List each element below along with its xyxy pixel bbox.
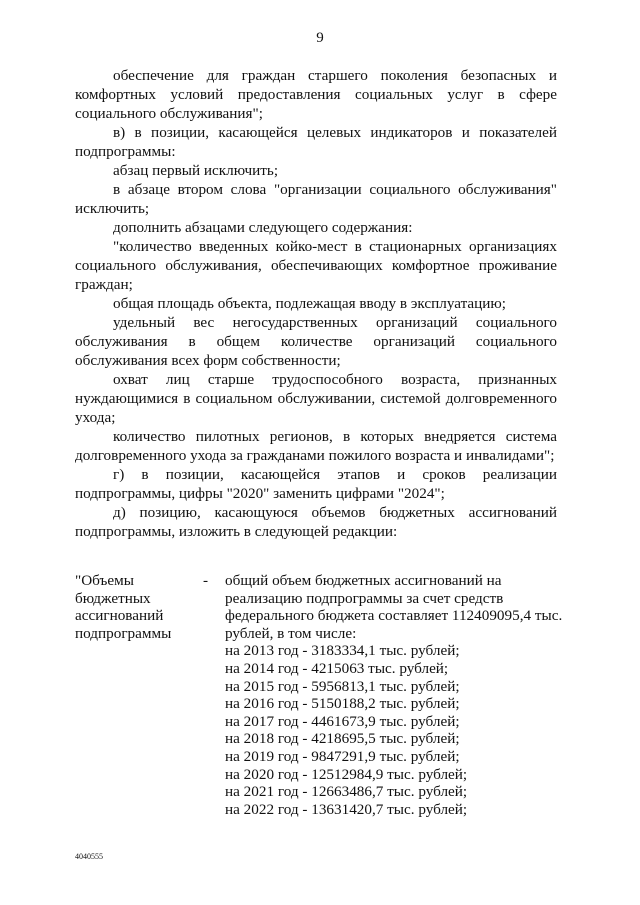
value-line: на 2020 год - 12512984,9 тыс. рублей; — [225, 765, 468, 783]
value-line: на 2018 год - 4218695,5 тыс. рублей; — [225, 730, 460, 748]
value-line: реализацию подпрограммы за счет средств — [225, 589, 504, 607]
value-line: на 2013 год - 3183334,1 тыс. рублей; — [225, 642, 460, 660]
value-line: рублей, в том числе: — [225, 624, 357, 642]
value-line: на 2021 год - 12663486,7 тыс. рублей; — [225, 783, 468, 801]
paragraph: в) в позиции, касающейся целевых индикаторов и показателей подпрограммы: — [75, 124, 557, 160]
paragraph: в абзаце втором слова "организации социального обслуживания" исключить; — [75, 181, 557, 217]
paragraph: количество пилотных регионов, в которых внедряется система долговременного ухода за гражданами пожилого возраста и инвалидами"; — [75, 428, 557, 464]
document-code: 4040555 — [75, 852, 103, 861]
page-number: 9 — [316, 30, 324, 46]
value-line: общий объем бюджетных ассигнований на — [225, 572, 502, 589]
paragraph: г) в позиции, касающейся этапов и сроков реализации подпрограммы, цифры "2020" заменить цифрами "2024"; — [75, 466, 557, 502]
label-line: "Объемы — [75, 572, 134, 589]
paragraph: охват лиц старше трудоспособного возраста, признанных нуждающимися в социальном обслуживании, системой долговременного ухода; — [75, 371, 557, 426]
paragraph: д) позицию, касающуюся объемов бюджетных ассигнований подпрограммы, изложить в следующей редакции: — [75, 504, 557, 540]
value-line: на 2019 год - 9847291,9 тыс. рублей; — [225, 747, 460, 765]
paragraph: абзац первый исключить; — [113, 162, 279, 179]
paragraph: "количество введенных койко-мест в стационарных организациях социального обслуживания, обеспечивающих комфортное проживание граждан; — [75, 238, 557, 293]
value-line: на 2015 год - 5956813,1 тыс. рублей; — [225, 677, 460, 695]
value-line: на 2017 год - 4461673,9 тыс. рублей; — [225, 712, 460, 730]
label-line: бюджетных — [75, 589, 151, 607]
paragraph: удельный вес негосударственных организаций социального обслуживания в общем количестве организаций социального обслуживания всех форм собственности; — [75, 314, 557, 369]
value-line: федерального бюджета составляет 112409095,4 тыс. — [225, 607, 563, 625]
position-value — [225, 572, 563, 818]
value-line: на 2022 год - 13631420,7 тыс. рублей; — [225, 800, 468, 818]
separator-dash: - — [203, 572, 209, 589]
value-line: на 2016 год - 5150188,2 тыс. рублей; — [225, 695, 460, 713]
label-line: ассигнований — [75, 607, 164, 625]
paragraph: общая площадь объекта, подлежащая вводу в эксплуатацию; — [113, 295, 506, 312]
label-line: подпрограммы — [75, 624, 172, 642]
value-line: на 2014 год - 4215063 тыс. рублей; — [225, 659, 449, 677]
paragraph: обеспечение для граждан старшего поколения безопасных и комфортных условий предоставления социальных услуг в сфере социального обслуживания"; — [75, 67, 557, 122]
document-body — [75, 66, 557, 541]
paragraph: дополнить абзацами следующего содержания: — [113, 219, 413, 236]
position-label — [75, 572, 195, 642]
